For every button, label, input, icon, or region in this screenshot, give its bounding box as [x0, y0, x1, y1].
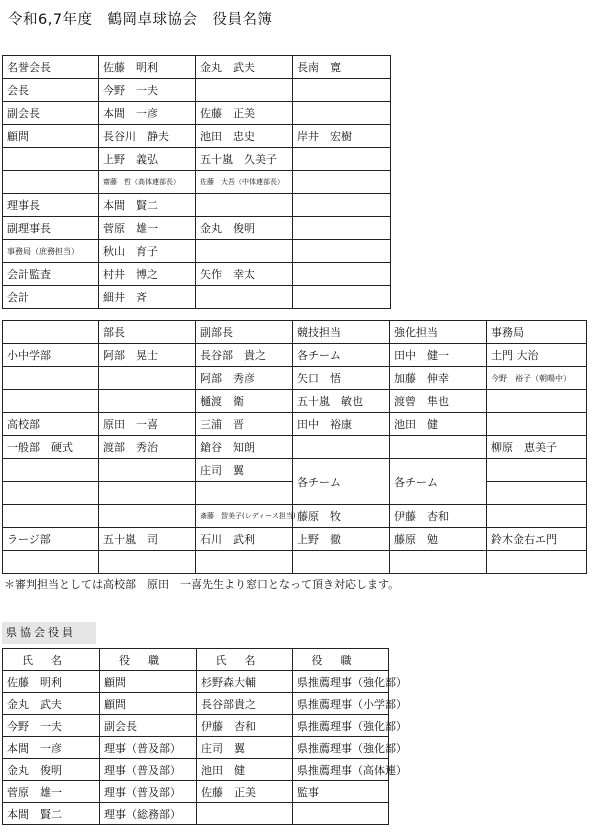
officer-name [293, 240, 391, 263]
pref-position: 副会長 [100, 715, 197, 737]
officer-row [3, 286, 391, 309]
officer-name: 秋山 育子 [99, 240, 196, 263]
officer-name [196, 79, 293, 102]
officer-role: 理事長 [3, 194, 99, 217]
officer-role: 会計監査 [3, 263, 99, 286]
dept-cell: 五十嵐 敏也 [293, 390, 390, 413]
prefecture-officers-table [2, 648, 407, 825]
pref-name: 本間 一彦 [3, 737, 100, 759]
officer-name: 金丸 俊明 [196, 217, 293, 240]
officer-name [196, 286, 293, 309]
officer-role: 名誉会長 [3, 56, 99, 79]
officer-name: 池田 忠史 [196, 125, 293, 148]
dept-cell: 矢口 悟 [293, 367, 390, 390]
dept-cell: 各チーム [293, 459, 390, 505]
dept-row [3, 344, 587, 367]
officers-table [2, 55, 391, 309]
pref-name [197, 803, 293, 825]
dept-cell: 田中 裕康 [293, 413, 390, 436]
officer-row [3, 217, 391, 240]
pref-name: 佐藤 正美 [197, 781, 293, 803]
dept-cell [99, 367, 196, 390]
dept-cell: 阿部 秀彦 [196, 367, 293, 390]
dept-cell: 樋渡 衛 [196, 390, 293, 413]
officer-name [293, 217, 391, 240]
dept-cell: 石川 武利 [196, 528, 293, 551]
officer-name: 佐藤 正美 [196, 102, 293, 125]
dept-cell: 三浦 晋 [196, 413, 293, 436]
officer-name [293, 148, 391, 171]
officer-name: 齋藤 哲（高体連部長） [99, 171, 196, 194]
pref-position [293, 803, 389, 825]
pref-position: 県推薦理事（高体連） [293, 759, 389, 781]
pref-row [3, 671, 389, 693]
dept-cell [99, 390, 196, 413]
dept-cell: 長谷部 貴之 [196, 344, 293, 367]
officer-name: 本間 賢二 [99, 194, 196, 217]
officer-name [293, 263, 391, 286]
dept-header-row [3, 321, 587, 344]
officer-name: 今野 一夫 [99, 79, 196, 102]
dept-cell: 柳原 恵美子 [487, 436, 587, 459]
officer-name: 矢作 幸太 [196, 263, 293, 286]
dept-cell [293, 436, 390, 459]
officer-name: 細井 斉 [99, 286, 196, 309]
dept-cell [196, 551, 293, 574]
dept-cell [487, 505, 587, 528]
officer-row [3, 148, 391, 171]
officer-row [3, 125, 391, 148]
referee-note: ＊審判担当としては高校部 原田 一喜先生より窓口となって頂き対応します。 [4, 578, 400, 591]
officer-name: 上野 義弘 [99, 148, 196, 171]
dept-cell: 各チーム [390, 459, 487, 505]
dept-cell: 原田 一喜 [99, 413, 196, 436]
dept-header-cell [3, 321, 99, 344]
dept-header-cell: 部長 [99, 321, 196, 344]
officer-role: 副理事長 [3, 217, 99, 240]
pref-header-cell: 役職 [100, 649, 197, 671]
officer-name: 村井 博之 [99, 263, 196, 286]
officer-name [293, 286, 391, 309]
dept-cell [487, 459, 587, 482]
pref-position: 監事 [293, 781, 389, 803]
pref-position: 県推薦理事（強化部） [293, 715, 389, 737]
officer-role: 副会長 [3, 102, 99, 125]
pref-row [3, 803, 389, 825]
dept-row [3, 413, 587, 436]
dept-cell: 藤原 牧 [293, 505, 390, 528]
dept-cell [3, 505, 99, 528]
officer-name [293, 171, 391, 194]
dept-cell: 鈴木金右エ門 [487, 528, 587, 551]
dept-cell [3, 367, 99, 390]
dept-cell [3, 482, 99, 505]
dept-cell: 庄司 翼 [196, 459, 293, 482]
officer-name: 五十嵐 久美子 [196, 148, 293, 171]
dept-header-cell: 競技担当 [293, 321, 390, 344]
dept-cell: ラージ部 [3, 528, 99, 551]
pref-name: 今野 一夫 [3, 715, 100, 737]
dept-cell: 伊藤 杏和 [390, 505, 487, 528]
dept-cell [487, 551, 587, 574]
officer-row [3, 263, 391, 286]
dept-header-cell: 副部長 [196, 321, 293, 344]
pref-name: 伊藤 杏和 [197, 715, 293, 737]
officer-row [3, 194, 391, 217]
officer-row [3, 102, 391, 125]
dept-cell [390, 551, 487, 574]
pref-position: 顧問 [100, 693, 197, 715]
pref-row [3, 759, 389, 781]
dept-row [3, 551, 587, 574]
pref-name: 本間 賢二 [3, 803, 100, 825]
officer-row [3, 240, 391, 263]
dept-cell: 一般部 硬式 [3, 436, 99, 459]
pref-name: 長谷部貴之 [197, 693, 293, 715]
dept-cell [487, 390, 587, 413]
dept-row [3, 390, 587, 413]
officer-role: 会長 [3, 79, 99, 102]
pref-position: 顧問 [100, 671, 197, 693]
dept-cell [99, 551, 196, 574]
pref-position: 県推薦理事（強化部） [293, 671, 389, 693]
pref-header-cell: 役職 [293, 649, 389, 671]
dept-cell [390, 436, 487, 459]
officer-name: 本間 一彦 [99, 102, 196, 125]
dept-cell: 加藤 伸幸 [390, 367, 487, 390]
pref-name: 池田 健 [197, 759, 293, 781]
dept-cell: 上野 徹 [293, 528, 390, 551]
dept-cell [293, 551, 390, 574]
pref-row [3, 715, 389, 737]
dept-cell [99, 459, 196, 482]
dept-cell [99, 505, 196, 528]
pref-name: 金丸 俊明 [3, 759, 100, 781]
dept-row [3, 505, 587, 528]
officer-name: 長谷川 静夫 [99, 125, 196, 148]
departments-table [2, 320, 587, 574]
officer-name [293, 102, 391, 125]
officer-name [293, 79, 391, 102]
officer-role: 会計 [3, 286, 99, 309]
pref-name: 杉野森大輔 [197, 671, 293, 693]
pref-row [3, 693, 389, 715]
pref-position: 理事（普及部） [100, 737, 197, 759]
dept-cell [487, 413, 587, 436]
pref-position: 理事（普及部） [100, 781, 197, 803]
officer-role: 顧問 [3, 125, 99, 148]
officer-row [3, 79, 391, 102]
dept-row [3, 528, 587, 551]
dept-cell: 斎藤 智美子(レディース担当) [196, 505, 293, 528]
dept-cell: 藤原 勉 [390, 528, 487, 551]
dept-header-cell: 強化担当 [390, 321, 487, 344]
dept-cell: 渡曾 隼也 [390, 390, 487, 413]
dept-cell: 渡部 秀治 [99, 436, 196, 459]
officer-name [196, 194, 293, 217]
dept-cell [3, 459, 99, 482]
prefecture-section-label: 県協会役員 [2, 622, 96, 644]
dept-cell: 鎗谷 知朗 [196, 436, 293, 459]
officer-role [3, 171, 99, 194]
pref-name: 庄司 翼 [197, 737, 293, 759]
pref-row [3, 781, 389, 803]
dept-header-cell: 事務局 [487, 321, 587, 344]
dept-cell [3, 551, 99, 574]
dept-cell [3, 390, 99, 413]
dept-cell [99, 482, 196, 505]
dept-cell [487, 482, 587, 505]
page-title: 令和6,7年度 鶴岡卓球協会 役員名簿 [8, 12, 273, 28]
officer-role: 事務局（庶務担当） [3, 240, 99, 263]
pref-header-row [3, 649, 389, 671]
dept-row [3, 459, 587, 482]
pref-row [3, 737, 389, 759]
dept-cell: 今野 裕子（朝暘中） [487, 367, 587, 390]
officer-name: 岸井 宏樹 [293, 125, 391, 148]
pref-position: 理事（総務部） [100, 803, 197, 825]
pref-header-cell: 氏名 [3, 649, 100, 671]
dept-cell: 田中 健一 [390, 344, 487, 367]
pref-position: 県推薦理事（小学部） [293, 693, 389, 715]
dept-cell: 土門 大治 [487, 344, 587, 367]
dept-cell: 池田 健 [390, 413, 487, 436]
officer-name: 金丸 武夫 [196, 56, 293, 79]
dept-cell: 五十嵐 司 [99, 528, 196, 551]
dept-cell: 阿部 晃士 [99, 344, 196, 367]
officer-name [293, 194, 391, 217]
officer-name: 長南 寛 [293, 56, 391, 79]
officer-name: 佐藤 大吾（中体連部長） [196, 171, 293, 194]
dept-row [3, 436, 587, 459]
pref-position: 理事（普及部） [100, 759, 197, 781]
pref-name: 金丸 武夫 [3, 693, 100, 715]
pref-name: 佐藤 明利 [3, 671, 100, 693]
dept-row [3, 367, 587, 390]
dept-cell: 小中学部 [3, 344, 99, 367]
officer-name [196, 240, 293, 263]
dept-cell: 高校部 [3, 413, 99, 436]
dept-cell: 各チーム [293, 344, 390, 367]
pref-header-cell: 氏名 [197, 649, 293, 671]
officer-row [3, 56, 391, 79]
officer-name: 菅原 雄一 [99, 217, 196, 240]
officer-role [3, 148, 99, 171]
officer-row [3, 171, 391, 194]
pref-name: 菅原 雄一 [3, 781, 100, 803]
pref-position: 県推薦理事（強化部） [293, 737, 389, 759]
officer-name: 佐藤 明利 [99, 56, 196, 79]
dept-cell [196, 482, 293, 505]
